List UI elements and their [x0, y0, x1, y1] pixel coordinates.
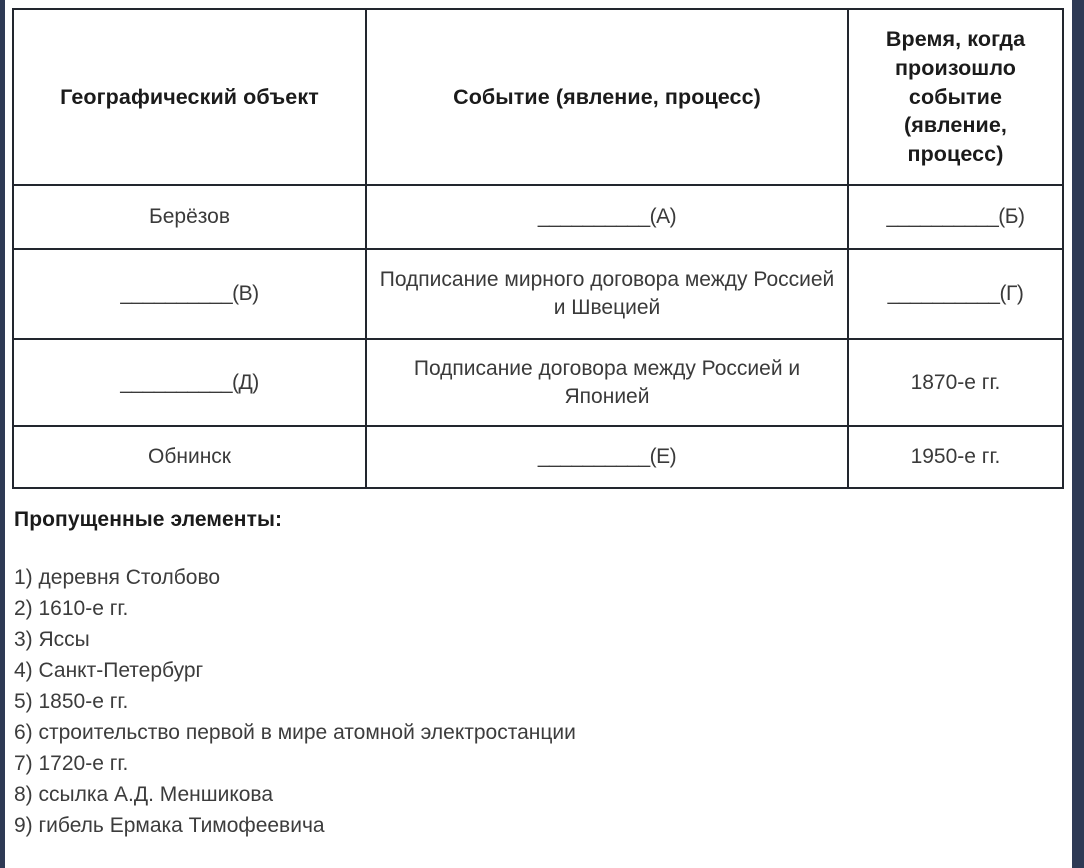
list-item[interactable]: 6) строительство первой в мире атомной электростанции: [14, 721, 576, 744]
column-header-time: Время, когда произошло событие (явление, процесс): [848, 9, 1063, 185]
table-header-row: [13, 9, 1063, 185]
list-item[interactable]: 2) 1610-е гг.: [14, 597, 129, 620]
cell-time-2-blank-g[interactable]: __________(Г): [848, 249, 1063, 339]
list-item[interactable]: 7) 1720-е гг.: [14, 752, 129, 775]
cell-event-2: Подписание мирного договора между Россией и Швецией: [366, 249, 848, 339]
column-header-event: Событие (явление, процесс): [366, 9, 848, 185]
page-rail-right: [1072, 0, 1084, 868]
cell-event-4-blank-e[interactable]: __________(Е): [366, 426, 848, 488]
missing-elements-list: [14, 562, 1034, 841]
cell-event-3: Подписание договора между Россией и Японией: [366, 339, 848, 426]
missing-elements-title: Пропущенные элементы:: [14, 508, 283, 531]
cell-object-3-blank-d[interactable]: __________(Д): [13, 339, 366, 426]
cell-object-2-blank-v[interactable]: __________(В): [13, 249, 366, 339]
table-header: [13, 9, 1063, 185]
page-rail-left: [0, 0, 5, 868]
list-item[interactable]: 8) ссылка А.Д. Меншикова: [14, 783, 274, 806]
list-item[interactable]: 4) Санкт-Петербург: [14, 659, 204, 682]
list-item[interactable]: 9) гибель Ермака Тимофеевича: [14, 814, 325, 837]
cell-time-1-blank-b[interactable]: __________(Б): [848, 185, 1063, 249]
list-item[interactable]: 3) Яссы: [14, 628, 90, 651]
match-table: [12, 8, 1064, 489]
list-item[interactable]: 5) 1850-е гг.: [14, 690, 129, 713]
cell-event-1-blank-a[interactable]: __________(А): [366, 185, 848, 249]
missing-elements-section: [14, 508, 1034, 841]
table-row: [13, 426, 1063, 488]
cell-time-3: 1870-е гг.: [848, 339, 1063, 426]
match-table-container: [12, 8, 1062, 489]
column-header-geographic-object: Географический объект: [13, 9, 366, 185]
cell-object-1: Берёзов: [13, 185, 366, 249]
table-row: [13, 249, 1063, 339]
list-item[interactable]: 1) деревня Столбово: [14, 566, 221, 589]
table-row: [13, 339, 1063, 426]
table-row: [13, 185, 1063, 249]
table-body: [13, 185, 1063, 488]
cell-object-4: Обнинск: [13, 426, 366, 488]
cell-time-4: 1950-е гг.: [848, 426, 1063, 488]
